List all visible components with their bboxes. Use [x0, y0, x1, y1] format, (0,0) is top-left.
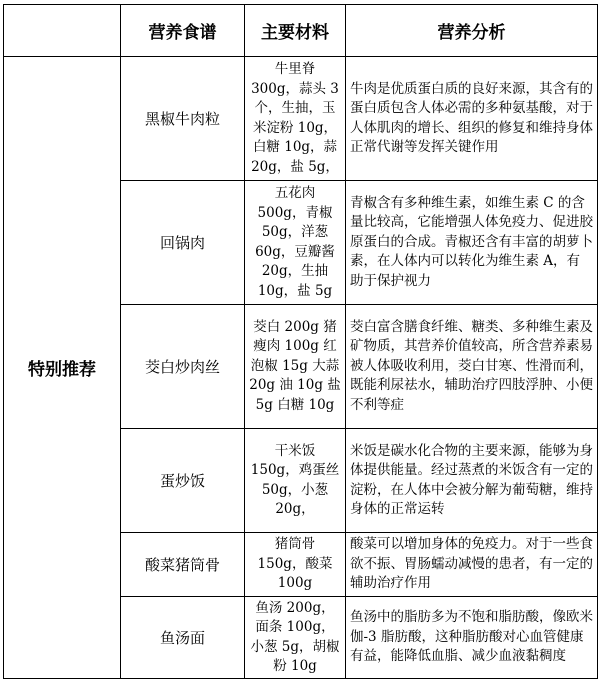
header-row [4, 5, 598, 57]
analysis-cell: 米饭是碳水化合物的主要来源，能够为身体提供能量。经过蒸煮的米饭含有一定的淀粉，在人体中会被分解为葡萄糖，维持身体的正常运转 [346, 429, 598, 533]
header-analysis: 营养分析 [346, 5, 598, 57]
ingredients-cell: 干米饭 150g，鸡蛋丝 50g，小葱 20g， [245, 429, 346, 533]
corner-cell [4, 5, 121, 57]
dish-name: 鱼汤面 [121, 597, 245, 679]
dish-name: 黑椒牛肉粒 [121, 57, 245, 181]
dish-name: 茭白炒肉丝 [121, 305, 245, 429]
ingredients-cell: 牛里脊 300g，蒜头 3 个，生抽，玉米淀粉 10g，白糖 10g，蒜 20g，盐 5g， [245, 57, 346, 181]
category-label: 特别推荐 [4, 57, 121, 679]
header-ingredients: 主要材料 [245, 5, 346, 57]
ingredients-cell: 茭白 200g 猪瘦肉 100g 红泡椒 15g 大蒜 20g 油 10g 盐 5g 白糖 10g [245, 305, 346, 429]
nutrition-menu-table [3, 4, 598, 679]
analysis-cell: 青椒含有多种维生素，如维生素 C 的含量比较高，它能增强人体免疫力、促进胶原蛋白的合成。青椒还含有丰富的胡萝卜素，在人体内可以转化为维生素 A，有助于保护视力 [346, 181, 598, 305]
analysis-cell: 鱼汤中的脂肪多为不饱和脂肪酸，像欧米伽-3 脂肪酸，这种脂肪酸对心血管健康有益，能降低血脂、减少血液黏稠度 [346, 597, 598, 679]
analysis-cell: 牛肉是优质蛋白质的良好来源，其含有的蛋白质包含人体必需的多种氨基酸，对于人体肌肉的增长、组织的修复和维持身体正常代谢等发挥关键作用 [346, 57, 598, 181]
table-row [4, 57, 598, 181]
ingredients-cell: 鱼汤 200g，面条 100g，小葱 5g，胡椒粉 10g [245, 597, 346, 679]
analysis-cell: 酸菜可以增加身体的免疫力。对于一些食欲不振、胃肠蠕动减慢的患者，有一定的辅助治疗作用 [346, 533, 598, 597]
ingredients-cell: 五花肉 500g，青椒 50g，洋葱 60g，豆瓣酱 20g，生抽 10g，盐 5g [245, 181, 346, 305]
header-recipe: 营养食谱 [121, 5, 245, 57]
dish-name: 回锅肉 [121, 181, 245, 305]
dish-name: 酸菜猪筒骨 [121, 533, 245, 597]
analysis-cell: 茭白富含膳食纤维、糖类、多种维生素及矿物质，其营养价值较高，所含营养素易被人体吸收利用，茭白甘寒、性滑而利，既能利尿祛水，辅助治疗四肢浮肿、小便不利等症 [346, 305, 598, 429]
ingredients-cell: 猪筒骨 150g，酸菜 100g [245, 533, 346, 597]
dish-name: 蛋炒饭 [121, 429, 245, 533]
